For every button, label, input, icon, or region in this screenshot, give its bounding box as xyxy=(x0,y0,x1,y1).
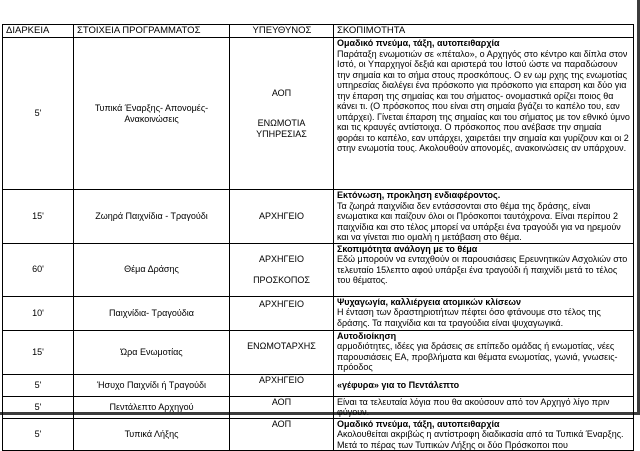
responsible-name: ΑΡΧΗΓΕΙΟ xyxy=(259,374,304,385)
duration-cell: 60' xyxy=(3,243,74,296)
program-cell: Ζωηρά Παιχνίδια - Τραγούδι xyxy=(74,190,230,244)
responsible-name: ΑΟΠ xyxy=(271,87,292,98)
purpose-cell xyxy=(334,418,634,451)
table-row xyxy=(3,418,634,451)
responsible-name: ΑΡΧΗΓΕΙΟ xyxy=(259,254,304,264)
responsible-cell xyxy=(230,418,334,451)
table-row xyxy=(3,38,634,190)
purpose-text: αρμοδιότητες, ιδέες για δράσεις σε επίπεδο ομάδας ή ενωμοτίας, νέες παρουσιάσεις ΕΑ, προβλήματα και θέματα ενωμοτίας, γωνιά, γνωσεις- πρόοδος xyxy=(337,341,618,372)
purpose-text: Η ένταση των δραστηριοτήτων πέφτει όσο φτάνουμε στο τέλος της δράσης. Τα παιχνίδια και τα τραγούδια είναι ψυχαγωγικά. xyxy=(337,307,601,328)
table-row xyxy=(3,243,634,296)
program-table xyxy=(2,24,634,451)
responsible-cell xyxy=(230,190,334,244)
responsible-cell xyxy=(230,296,334,330)
purpose-cell xyxy=(334,243,634,296)
responsible-name: ΠΡΟΣΚΟΠΟΣ xyxy=(253,274,310,285)
table-row xyxy=(3,330,634,374)
purpose-cell xyxy=(334,330,634,374)
purpose-title: Ψυχαγωγία, καλλιέργεια ατομικών κλίσεων xyxy=(337,296,521,307)
purpose-text: Παράταξη ενωμοτιών σε «πέταλο», ο Αρχηγός στο κέντρο και δίπλα στον Ιστό, οι Υπαρχηγοί δεξιά και αριστερά του Ιστού ώστε να παραδώσουν την σημαία και το σήμα στους προσκόπους. Ο εν ωμ ρχης της ενωμοτίας υπηρεσίας διαλέγει ένα πρόσκοπο για πρόσκοπο για επαρση και δύο για την έπαρση της σημαίας και του σήματος- ονομαστικά ορίζει ποιος θα κάνει τι. (Ο πρόσκοπος που είναι στη σημαία βγάζει το καπέλο του, εαν υπάρχει). Γίνεται έπαρση της σημαίας και του σήματος με τον εθνικό ύμνο και τις κραυγές αντίστοιχα. Ο πρόσκοπος που ανέβασε την σημαία φοράει το καπέλο, εαν υπάρχει, χαιρετάει την σημαία και γυρίζουν και οι 2 στην ενωμοτία τους. Ακολουθούν απονομές, ανακοινώσεις αν υπάρχουν. xyxy=(337,48,630,153)
purpose-cell xyxy=(334,38,634,190)
purpose-cell xyxy=(334,374,634,396)
duration-cell: 10' xyxy=(3,296,74,330)
duration-cell: 5' xyxy=(3,396,74,418)
purpose-title: Ομαδικό πνεύμα, τάξη, αυτοπειθαρχία xyxy=(337,38,500,48)
header-purpose: ΣΚΟΠΙΜΟΤΗΤΑ xyxy=(334,25,634,38)
purpose-title: Εκτόνωση, προκληση ενδιαφέροντος. xyxy=(337,190,501,200)
purpose-title: Αυτοδιοίκηση xyxy=(337,330,397,341)
table-row xyxy=(3,296,634,330)
program-cell: Θέμα Δράσης xyxy=(74,243,230,296)
responsible-name: ΑΡΧΗΓΕΙΟ xyxy=(259,298,304,309)
responsible-name: ΑΡΧΗΓΕΙΟ xyxy=(259,211,304,221)
responsible-cell xyxy=(230,243,334,296)
responsible-name: ΕΝΩΜΟΤΑΡΧΗΣ xyxy=(247,340,316,351)
purpose-text: Ακολουθείται ακριβώς η αντίστροφη διαδικασία από τα Τυπικά Έναρξης. Μετά το πέρας των Τυπικών Λήξης οι δύο Πρόσκοποι που xyxy=(337,429,624,450)
header-row xyxy=(3,25,634,38)
purpose-cell xyxy=(334,190,634,244)
program-cell: Παιχνίδια- Τραγούδια xyxy=(74,296,230,330)
responsible-cell xyxy=(230,38,334,190)
duration-cell: 5' xyxy=(3,38,74,190)
table-row xyxy=(3,374,634,396)
purpose-title: Σκοπιμότητα ανάλογη με το θέμα xyxy=(337,243,478,254)
responsible-name: ΕΝΩΜΟΤΙΑ ΥΠΗΡΕΣΙΑΣ xyxy=(256,118,307,139)
responsible-name: ΑΟΠ xyxy=(271,418,292,429)
header-responsible: ΥΠΕΥΘΥΝΟΣ xyxy=(230,25,334,38)
purpose-text: Εδώ μπορούν να ενταχθούν οι παρουσιάσεις Ερευνητικών Ασχολιών στο τελευταίο 15λεπτο αφού υπάρξει ένα τραγούδι ή παιχνίδι μετά το τέλος του θέματος. xyxy=(337,254,628,285)
header-program: ΣΤΟΙΧΕΙΑ ΠΡΟΓΡΑΜΜΑΤΟΣ xyxy=(74,25,230,38)
purpose-title: «γέφυρα» για το Πεντάλεπτο xyxy=(337,379,460,390)
purpose-text: Τα ζωηρά παιχνίδια δεν εντάσσονται στο θέμα της δράσης, είναι ενωματικα και παίζουν όλοι οι Πρόσκοποι ταυτόχρονα. Είναι περίπου 2 παιχνίδια και στο τέλος μπορεί να υπάρξει ένα τραγούδι για να ηρεμούν και να γίνεται πιο ομαλή η μετάβαση στο θέμα. xyxy=(337,200,621,242)
duration-cell: 15' xyxy=(3,330,74,374)
program-cell: Τυπικά Λήξης xyxy=(74,418,230,451)
header-duration: ΔΙΑΡΚΕΙΑ xyxy=(3,25,74,38)
program-cell: Πεντάλεπτο Αρχηγού xyxy=(74,396,230,418)
purpose-cell xyxy=(334,296,634,330)
table-row xyxy=(3,190,634,244)
purpose-text: Είναι τα τελευταία λόγια που θα ακούσουν από τον Αρχηγό λίγο πριν φύγουν. xyxy=(337,396,610,417)
responsible-name: ΑΟΠ xyxy=(271,396,292,407)
duration-cell: 5' xyxy=(3,374,74,396)
program-cell: Ώρα Ενωμοτίας xyxy=(74,330,230,374)
program-cell: Τυπικά Έναρξης- Απονομές-Ανακοινώσεις xyxy=(74,38,230,190)
program-cell: Ήσυχο Παιχνίδι ή Τραγούδι xyxy=(74,374,230,396)
purpose-title: Ομαδικό πνεύμα, τάξη, αυτοπειθαρχία xyxy=(337,418,500,429)
responsible-cell xyxy=(230,330,334,374)
responsible-cell xyxy=(230,374,334,396)
duration-cell: 5' xyxy=(3,418,74,451)
duration-cell: 15' xyxy=(3,190,74,244)
